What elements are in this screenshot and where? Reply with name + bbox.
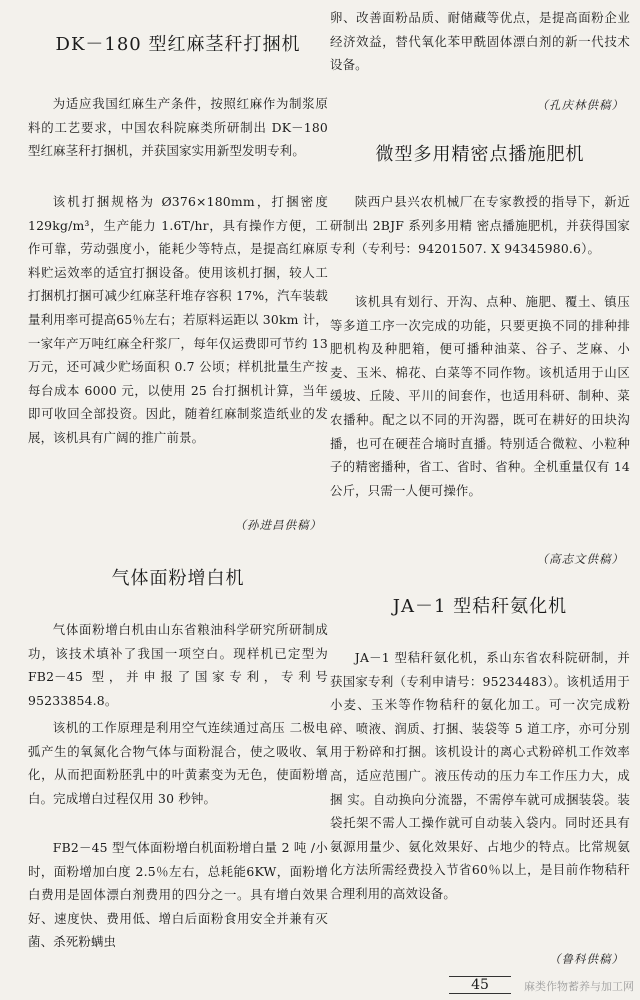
article-title-baler: DK－180 型红麻茎秆打捆机 — [55, 34, 301, 55]
article-paragraph: 该机具有划行、开沟、点种、施肥、覆土、镇压等多道工序一次完成的功能，只要更换不同的排种排肥机构及种肥箱，便可播种油菜、谷子、芝麻、小麦、玉米、棉花、白菜等不同作物。该机适用于山区缓坡、丘陵、平川的间套作，也适用科研、制种、菜农播种。配之以不同的开沟器，既可在耕好的田块沟播，也可在硬茬合墒时直播。特别适合微粒、小粒种子的精密播种，省工、省时、省种。全机重量仅有 14 公斤，只需一人便可操作。 — [330, 294, 630, 498]
article-credit: （孔庆林供稿） — [536, 98, 624, 112]
article-paragraph-continued: 卵、改善面粉品质、耐储藏等优点，是提高面粉企业经济效益，替代氧化苯甲酰固体漂白剂的新一代技术设备。 — [330, 10, 630, 73]
article-title-seeder: 微型多用精密点播施肥机 — [375, 144, 585, 165]
article-paragraph: FB2－45 型气体面粉增白机面粉增白量 2 吨 /小时，面粉增加白度 2.5％左右，总耗能6KW，面粉增白费用是固体漂白剂费用的四分之一。具有增白效果好、速度快、费用低、增白后面粉食用安全并兼有灭菌、杀死粉螨虫 — [28, 840, 328, 950]
article-paragraph: 陕西户县兴农机械厂在专家教授的指导下，新近研制出 2BJF 系列多用精 密点播施肥机，并获得国家专利（专利号：94201507. X 94345980.6）。 — [330, 194, 630, 257]
article-credit: （鲁科供稿） — [549, 952, 624, 966]
article-paragraph: 该机打捆规格为 Ø376×180mm，打捆密度 129kg/m³，生产能力 1.6T/hr，具有操作方便，工作可靠，劳动强度小，能耗少等特点，是提高红麻原料贮运效率的适宜打捆设备。使用该机打捆，较人工打捆机打捆可减少红麻茎秆堆存容积 17%，汽车装载量利用率可提高65％左右；若原料运距以 30km 计，一家年产万吨红麻全秆浆厂，每年仅运费即可节约 13 万元，还可减少贮场面积 0.7 公顷；样机批量生产按每台成本 6000 元，以使用 25 台打捆机计算，当年即可收回全部投资。因此，随着红麻制浆造纸业的发展，该机具有广阔的推广前景。 — [28, 194, 328, 445]
article-paragraph: 气体面粉增白机由山东省粮油科学研究所研制成功，该技术填补了我国一项空白。现样机已定型为 FB2－45 型，并申报了国家专利，专利号 95233854.8。 — [28, 622, 328, 708]
page-number: 45 — [330, 976, 630, 994]
article-title-ammoniator: JA－1 型秸秆氨化机 — [392, 596, 568, 617]
article-paragraph: JA－1 型秸秆氨化机，系山东省农科院研制，并获国家专利（专利申请号：95234483）。该机适用于小麦、玉米等作物秸秆的氨化加工。可一次完成粉碎、喷液、润质、打捆、装袋等 5 道工序，亦可分别用于粉碎和打捆。该机设计的离心式粉碎机工作效率高，适应范围广。液压传动的压力车工作压力大，成捆 实。自动换向分流器，不需停车就可成捆装袋。装袋托架不需人工操作就可自动装入袋内。同时还具有氨源用量少、氨化效果好、占地少的特点。比常规氨化方法所需经费投入节省60％以上，是目前作物秸秆合理利用的高效设备。 — [330, 650, 630, 901]
article-paragraph: 该机的工作原理是利用空气连续通过高压 二极电弧产生的氧氮化合物气体与面粉混合，使之吸收、氧化，从而把面粉胚乳中的叶黄素变为无色，使面粉增白。完成增白过程仅用 30 秒钟。 — [28, 720, 328, 806]
article-credit: （孙进昌供稿） — [234, 518, 322, 532]
watermark: 麻类作物蓄养与加工网 — [524, 980, 634, 993]
article-paragraph: 为适应我国红麻生产条件，按照红麻作为制浆原料的工艺要求，中国农科院麻类所研制出 DK－180 型红麻茎秆打捆机，并获国家实用新型发明专利。 — [28, 96, 328, 159]
article-title-whitener: 气体面粉增白机 — [111, 568, 245, 589]
article-credit: （高志文供稿） — [536, 552, 624, 566]
